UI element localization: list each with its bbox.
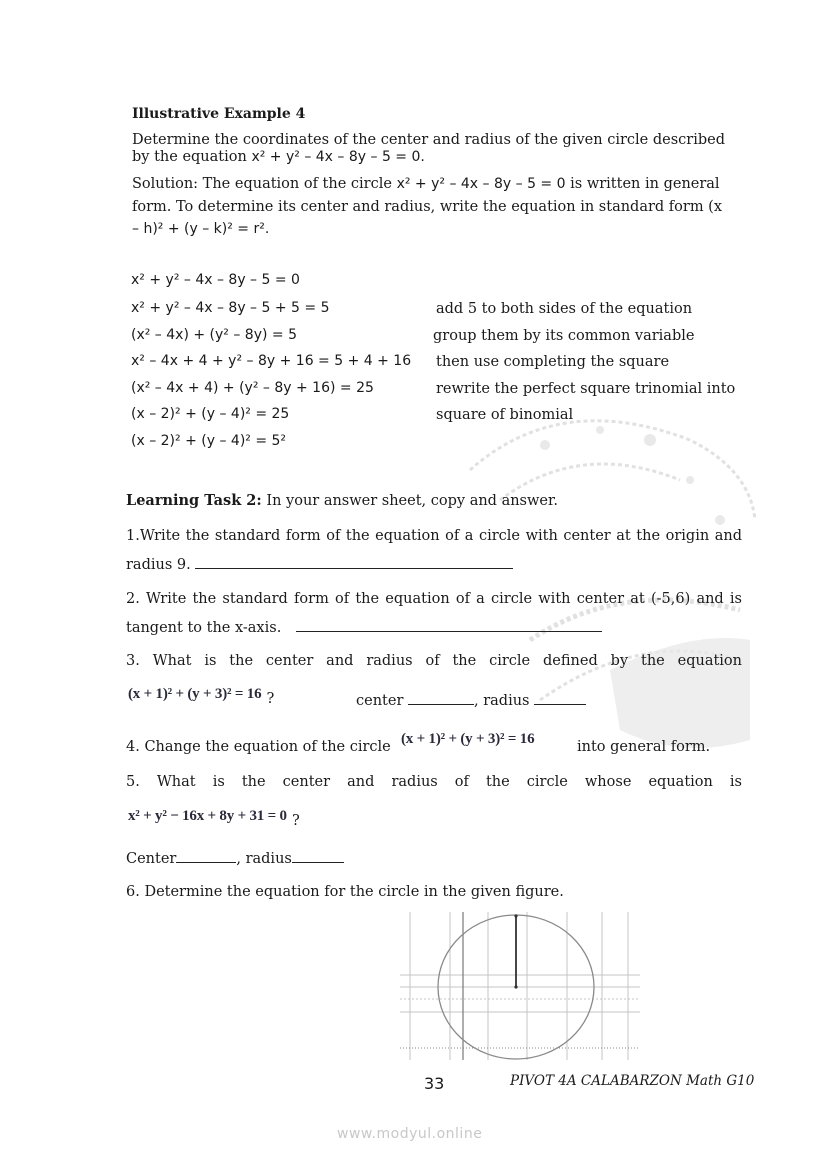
q3-equation: (x + 1)² + (y + 3)² = 16 xyxy=(128,686,262,702)
task-heading: Learning Task 2: xyxy=(126,492,262,509)
step-equation-6: (x – 2)² + (y – 4)² = 25 xyxy=(131,406,290,422)
q5-line-1: 5. What is the center and radius of the circle whose equation is xyxy=(126,774,742,790)
q3-question-mark: ? xyxy=(266,691,275,707)
q6-text: 6. Determine the equation for the circle in the given figure. xyxy=(126,884,564,900)
q5-radius-label: , radius xyxy=(236,851,292,867)
q2-line-1: 2. Write the standard form of the equation of a circle with center at (-5,6) and is xyxy=(126,591,742,607)
step-equation-4: x² – 4x + 4 + y² – 8y + 16 = 5 + 4 + 16 xyxy=(131,353,412,369)
solution-line-2: form. To determine its center and radius, write the equation in standard form (x xyxy=(132,199,723,215)
step-note-6: square of binomial xyxy=(436,407,574,423)
problem-line-1: Determine the coordinates of the center and radius of the given circle described xyxy=(132,132,725,148)
q1-line-2 xyxy=(126,554,513,574)
q2-line-2 xyxy=(126,617,602,637)
q3-center-label: center xyxy=(356,693,404,709)
q5-radius-blank[interactable] xyxy=(292,848,344,863)
q5-center-label: Center xyxy=(126,851,177,867)
q5-center-blank[interactable] xyxy=(176,848,236,863)
footer-title: PIVOT 4A CALABARZON Math G10 xyxy=(510,1073,755,1089)
solution-line-3: – h)² + (y – k)² = r². xyxy=(132,221,270,237)
q2-text: tangent to the x-axis. xyxy=(126,620,282,636)
step-note-3: group them by its common variable xyxy=(433,328,695,344)
solution-suffix: is written in general xyxy=(565,176,720,192)
q3-radius-label: , radius xyxy=(474,693,530,709)
step-equation-2: x² + y² – 4x – 8y – 5 + 5 = 5 xyxy=(131,300,330,316)
q5-answers xyxy=(126,848,344,868)
q1-answer-blank[interactable] xyxy=(195,554,513,569)
step-equation-1: x² + y² – 4x – 8y – 5 = 0 xyxy=(131,272,300,288)
task-instruction: In your answer sheet, copy and answer. xyxy=(261,493,558,509)
step-note-5: rewrite the perfect square trinomial into xyxy=(436,381,736,397)
step-equation-5: (x² – 4x + 4) + (y² – 8y + 16) = 25 xyxy=(131,380,374,396)
problem-prefix: by the equation xyxy=(132,149,252,165)
step-equation-3: (x² – 4x) + (y² – 8y) = 5 xyxy=(131,327,297,343)
q3-answers xyxy=(356,690,586,710)
problem-line-2 xyxy=(132,148,425,166)
q1-text: radius 9. xyxy=(126,557,191,573)
q4-suffix: into general form. xyxy=(577,739,711,755)
q4-equation: (x + 1)² + (y + 3)² = 16 xyxy=(401,731,535,747)
q3-radius-blank[interactable] xyxy=(534,690,586,705)
q3-line-2 xyxy=(128,683,275,707)
step-equation-7: (x – 2)² + (y – 4)² = 5² xyxy=(131,433,287,449)
task-intro xyxy=(126,492,558,510)
q5-line-2 xyxy=(128,805,300,829)
q4-prefix: 4. Change the equation of the circle xyxy=(126,739,391,755)
q3-line-1: 3. What is the center and radius of the circle defined by the equation xyxy=(126,653,742,669)
q3-center-blank[interactable] xyxy=(408,690,474,705)
step-note-2: add 5 to both sides of the equation xyxy=(436,301,693,317)
q2-answer-blank[interactable] xyxy=(296,617,602,632)
q5-equation: x² + y² − 16x + 8y + 31 = 0 xyxy=(128,808,287,824)
example-heading: Illustrative Example 4 xyxy=(132,106,306,122)
solution-line-1 xyxy=(132,175,720,193)
solution-equation: x² + y² – 4x – 8y – 5 = 0 xyxy=(396,176,566,192)
q1-line-1: 1.Write the standard form of the equation of a circle with center at the origin and xyxy=(126,528,742,544)
q5-question-mark: ? xyxy=(291,813,300,829)
step-note-4: then use completing the square xyxy=(436,354,670,370)
page-number: 33 xyxy=(424,1074,445,1093)
site-watermark: www.modyul.online xyxy=(337,1126,483,1142)
problem-equation: x² + y² – 4x – 8y – 5 = 0. xyxy=(251,149,425,165)
circle-graph-figure xyxy=(400,912,640,1060)
solution-prefix: Solution: The equation of the circle xyxy=(132,176,397,192)
